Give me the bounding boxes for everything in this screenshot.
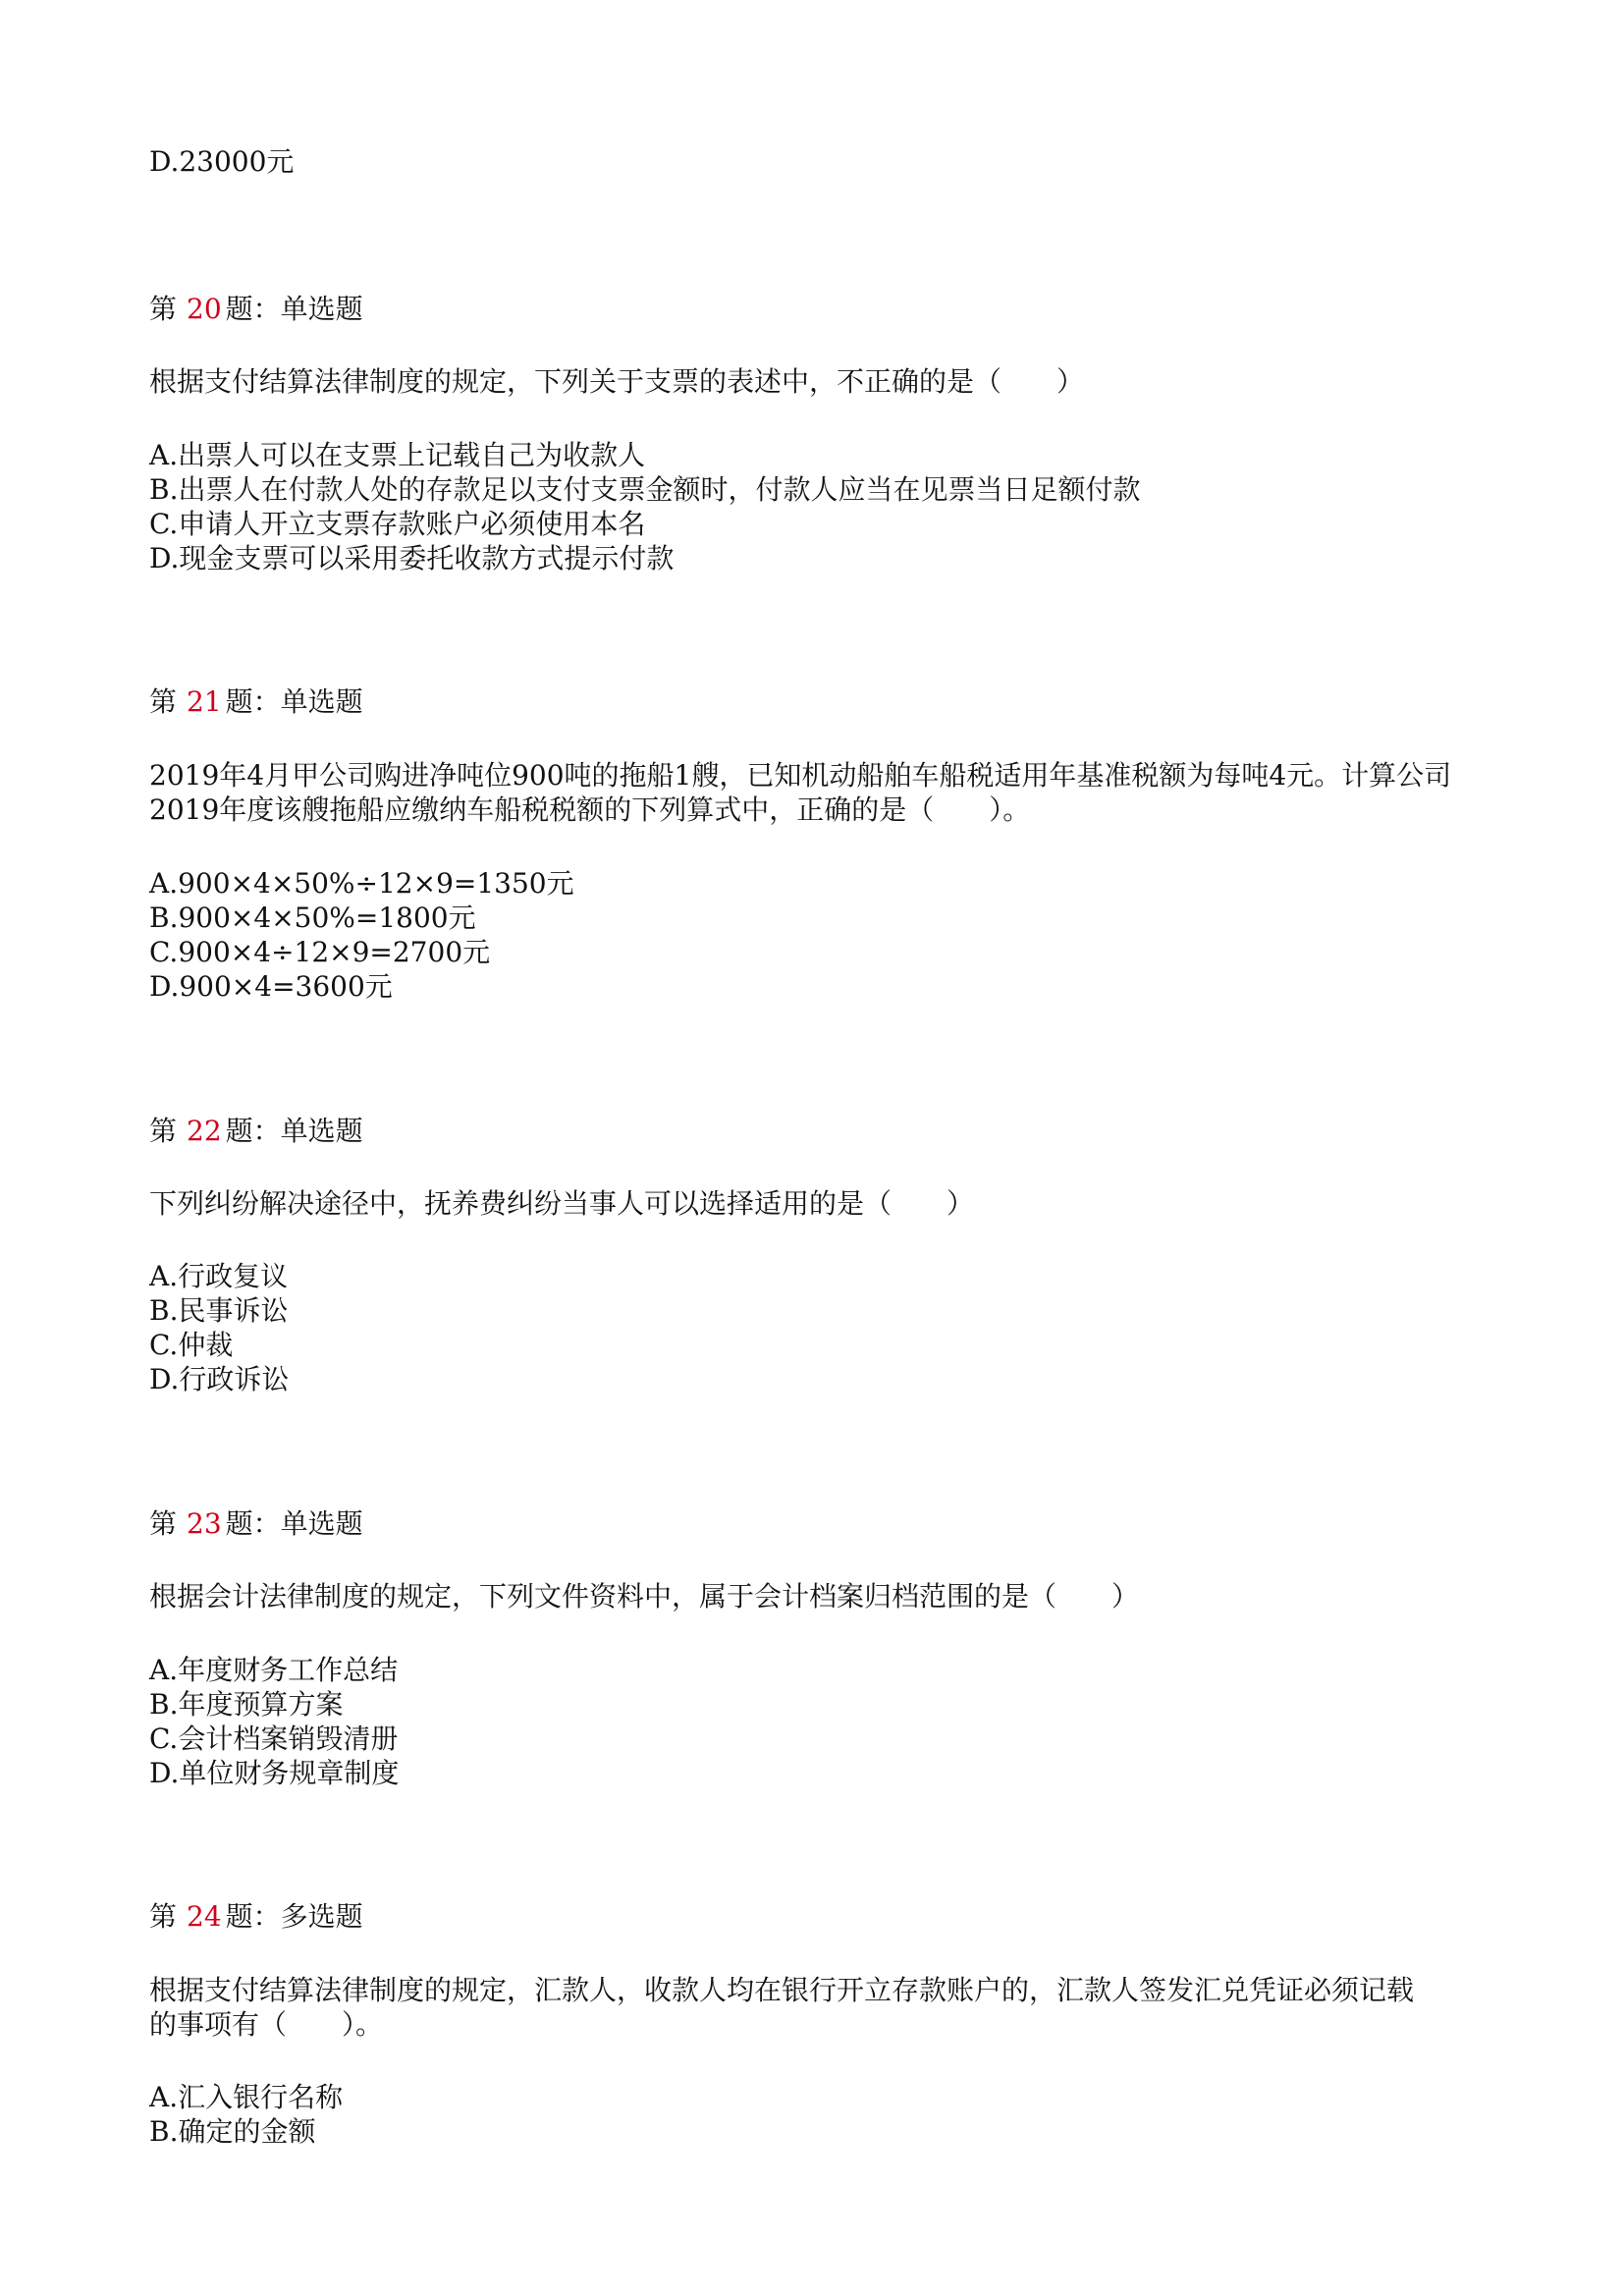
question-24-stem-line-2: 的事项有（ ）。 [149, 2008, 384, 2041]
question-number: 22 [187, 1115, 222, 1147]
question-22-option-d: D.行政诉讼 [149, 1363, 290, 1395]
question-20-option-c: C.申请人开立支票存款账户必须使用本名 [149, 508, 646, 540]
question-type: 题：多选题 [225, 1900, 363, 1933]
question-number: 23 [187, 1507, 222, 1540]
question-prefix: 第 [149, 1115, 178, 1147]
question-21-option-b: B.900×4×50%=1800元 [149, 902, 476, 934]
question-type: 题：单选题 [225, 1115, 363, 1147]
question-23-option-c: C.会计档案销毁清册 [149, 1722, 399, 1755]
question-prefix: 第 [149, 1507, 178, 1540]
question-22-stem: 下列纠纷解决途径中，抚养费纠纷当事人可以选择适用的是（ ） [149, 1187, 975, 1220]
question-23-header [149, 1507, 363, 1541]
question-prefix: 第 [149, 1900, 178, 1933]
question-20-header [149, 293, 363, 326]
question-21-stem-line-2: 2019年度该艘拖船应缴纳车船税税额的下列算式中，正确的是（ ）。 [149, 793, 1031, 826]
question-22-option-c: C.仲裁 [149, 1329, 234, 1361]
question-23-option-a: A.年度财务工作总结 [149, 1654, 399, 1686]
question-22-option-b: B.民事诉讼 [149, 1294, 289, 1327]
question-20-stem: 根据支付结算法律制度的规定，下列关于支票的表述中，不正确的是（ ） [149, 365, 1085, 398]
question-23-stem: 根据会计法律制度的规定，下列文件资料中，属于会计档案归档范围的是（ ） [149, 1580, 1140, 1613]
question-21-option-d: D.900×4=3600元 [149, 970, 393, 1003]
question-24-option-b: B.确定的金额 [149, 2115, 316, 2148]
question-22-option-a: A.行政复议 [149, 1260, 289, 1292]
question-24-header [149, 1900, 363, 1934]
question-20-option-d: D.现金支票可以采用委托收款方式提示付款 [149, 542, 675, 574]
question-number: 20 [187, 293, 222, 325]
question-type: 题：单选题 [225, 293, 363, 325]
question-type: 题：单选题 [225, 1507, 363, 1540]
question-21-option-a: A.900×4×50%÷12×9=1350元 [149, 867, 574, 900]
question-23-option-d: D.单位财务规章制度 [149, 1757, 400, 1789]
question-24-option-a: A.汇入银行名称 [149, 2081, 344, 2113]
question-type: 题：单选题 [225, 685, 363, 718]
question-prefix: 第 [149, 293, 178, 325]
question-20-option-a: A.出票人可以在支票上记载自己为收款人 [149, 439, 646, 471]
question-prefix: 第 [149, 685, 178, 718]
previous-question-option-d: D.23000元 [149, 145, 295, 178]
question-24-stem-line-1: 根据支付结算法律制度的规定，汇款人，收款人均在银行开立存款账户的，汇款人签发汇兑凭证必须记载 [149, 1974, 1415, 2006]
question-20-option-b: B.出票人在付款人处的存款足以支付支票金额时，付款人应当在见票当日足额付款 [149, 473, 1141, 506]
question-21-option-c: C.900×4÷12×9=2700元 [149, 936, 491, 968]
question-number: 21 [187, 685, 222, 718]
question-21-header [149, 685, 363, 719]
question-21-stem-line-1: 2019年4月甲公司购进净吨位900吨的拖船1艘，已知机动船舶车船税适用年基准税额为每吨4元。计算公司 [149, 759, 1452, 792]
question-23-option-b: B.年度预算方案 [149, 1688, 344, 1721]
question-22-header [149, 1115, 363, 1148]
question-number: 24 [187, 1900, 222, 1933]
